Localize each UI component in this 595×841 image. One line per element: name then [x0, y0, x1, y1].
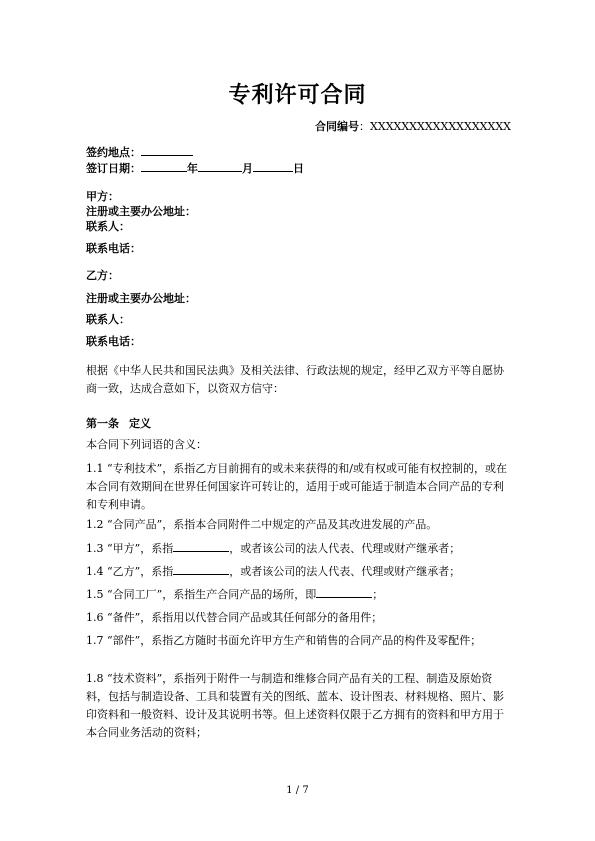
preamble-text: 根据《中华人民共和国民法典》及相关法律、行政法规的规定，经甲乙双方平等自愿协商一致，达成合意如下，以资双方信守：	[86, 364, 504, 395]
definition-1-8-text: 1.8 “技术资料”，系指列于附件一与制造和维修合同产品有关的工程、制造及原始资料，包括与制造设备、工具和装置有关的图纸、蓝本、设计图表、材料规格、照片、影印资料和一般资料、设计及其说明书等。但上述资料仅限于乙方拥有的资料和甲方用于本合同业务活动的资料；	[86, 672, 504, 739]
definition-1-8	[86, 670, 512, 742]
definition-1-4-blank	[173, 563, 229, 575]
contract-number	[315, 118, 511, 134]
definition-1-6-text: 1.6 “备件”，系指用以代替合同产品或其任何部分的备用件；	[86, 611, 383, 624]
party-a-phone-label: 联系电话：	[86, 242, 141, 255]
sign-date-year-blank	[141, 160, 187, 172]
definition-1-7	[86, 632, 512, 650]
definition-1-1	[86, 460, 512, 514]
article-1-intro-text: 本合同下列词语的含义：	[86, 438, 207, 451]
article-1-intro	[86, 436, 512, 454]
party-b-address-label: 注册或主要办公地址：	[86, 292, 196, 305]
definition-1-5	[86, 586, 512, 604]
document-title: 专利许可合同	[228, 83, 367, 108]
sign-date-month: 月	[242, 162, 253, 175]
party-b-contact-label: 联系人：	[86, 313, 130, 326]
definition-1-5-post: ；	[372, 588, 384, 601]
sign-place-blank	[141, 144, 193, 156]
contract-number-label: 合同编号	[315, 120, 360, 133]
sign-place-field	[86, 144, 193, 160]
sign-date-day-blank	[253, 160, 293, 172]
definition-1-4	[86, 563, 512, 581]
sign-date-field	[86, 160, 304, 176]
definition-1-3-pre: 1.3 “甲方”，系指	[86, 542, 174, 555]
sign-date-label: 签订日期：	[86, 162, 141, 175]
definition-1-2	[86, 516, 512, 534]
sign-date-year: 年	[187, 162, 198, 175]
party-b-phone-label: 联系电话：	[86, 335, 141, 348]
page-number: 1 / 7	[286, 785, 309, 796]
party-a-label: 甲方：	[86, 190, 119, 203]
party-a-address-label: 注册或主要办公地址：	[86, 205, 196, 218]
party-b-label: 乙方：	[86, 269, 119, 282]
sign-date-month-blank	[198, 160, 242, 172]
sign-date-day: 日	[293, 162, 304, 175]
definition-1-7-text: 1.7 “部件”，系指乙方随时书面允许甲方生产和销售的合同产品的构件及零配件；	[86, 634, 482, 647]
article-1-heading	[86, 415, 151, 431]
party-a-contact-label: 联系人：	[86, 220, 130, 233]
definition-1-4-post: ，或者该公司的法人代表、代理或财产继承者；	[229, 565, 461, 578]
article-1-title: 定义	[129, 417, 151, 430]
definition-1-3	[86, 540, 512, 558]
contract-number-value: ：XXXXXXXXXXXXXXXXXX	[359, 120, 511, 133]
definition-1-3-blank	[173, 540, 229, 552]
definition-1-3-post: ，或者该公司的法人代表、代理或财产继承者；	[229, 542, 461, 555]
article-1-number: 第一条	[86, 417, 119, 430]
sign-place-label: 签约地点：	[86, 146, 141, 159]
definition-1-5-blank	[316, 586, 372, 598]
preamble	[86, 362, 512, 398]
definition-1-6	[86, 609, 512, 627]
definition-1-2-text: 1.2 “合同产品”，系指本合同附件二中规定的产品及其改进发展的产品。	[86, 518, 438, 531]
definition-1-4-pre: 1.4 “乙方”，系指	[86, 565, 174, 578]
definition-1-5-pre: 1.5 “合同工厂”，系指生产合同产品的场所，即	[86, 588, 317, 601]
definition-1-1-text: 1.1 “专利技术”，系指乙方目前拥有的或未来获得的和/或有权或可能有权控制的，或在本合同有效期间在世界任何国家许可转让的，适用于或可能适于制造本合同产品的专利和专利申请。	[86, 462, 507, 511]
